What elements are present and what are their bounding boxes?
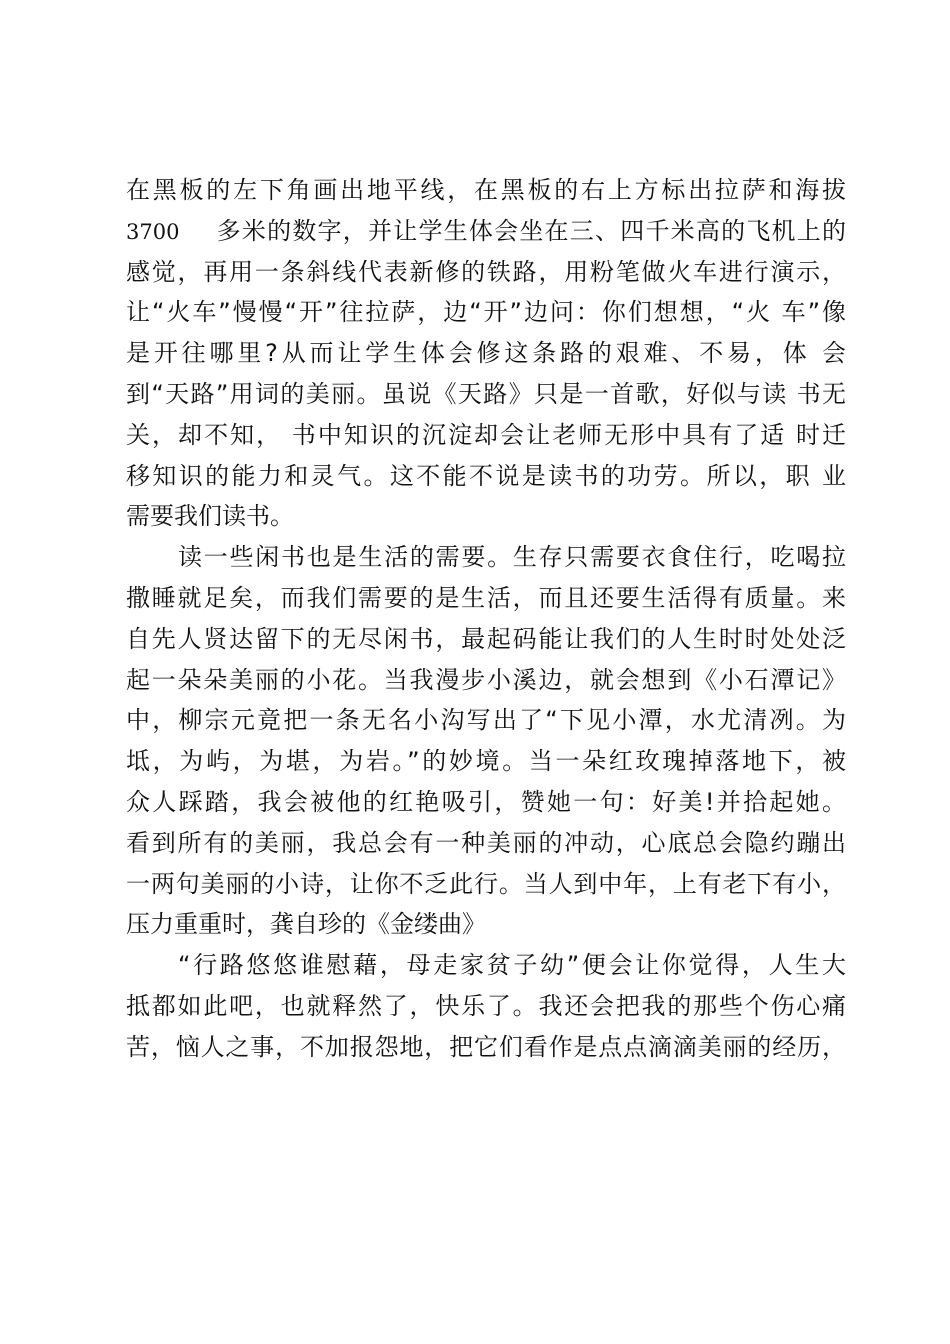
line-text: 中，柳宗元竟把一条无名小沟写出了“下见小潭，水尤清冽。为 (126, 706, 846, 735)
text-line (126, 660, 846, 701)
text-line (126, 496, 846, 537)
number-text: 3700 (126, 219, 180, 244)
text-line (126, 374, 846, 415)
text-line (126, 864, 846, 905)
line-text: 多米的数字，并让学生体会坐在三、四千米高的飞机上的 (215, 216, 846, 245)
text-line (126, 211, 846, 252)
line-text: 需要我们读书。 (126, 502, 294, 531)
line-text: 苦，恼人之事，不加报怨地，把它们看作是点点滴滴美丽的经历， (126, 1032, 846, 1061)
text-line (126, 986, 846, 1027)
line-text: 关，却不知， 书中知识的沉淀却会让老师无形中具有了适 时迁 (126, 420, 846, 449)
text-line (126, 578, 846, 619)
text-line (126, 333, 846, 374)
text-line (126, 619, 846, 660)
text-line (126, 252, 846, 293)
line-text: 在黑板的左下角画出地平线，在黑板的右上方标出拉萨和海拔 (126, 176, 846, 204)
line-text: 坻，为屿，为堪，为岩。”的妙境。当一朵红玫瑰掉落地下，被 (126, 747, 846, 776)
line-text: 到“天路”用词的美丽。虽说《天路》只是一首歌，好似与读 书无 (126, 379, 846, 408)
line-text: 看到所有的美丽，我总会有一种美丽的冲动，心底总会隐约蹦出 (126, 828, 846, 857)
line-text: 感觉，再用一条斜线代表新修的铁路，用粉笔做火车进行演示， (126, 257, 846, 286)
text-line (126, 292, 846, 333)
text-line (126, 537, 846, 578)
line-text: 众人踩踏，我会被他的红艳吸引，赞她一句：好美!并拾起她。 (126, 787, 846, 816)
line-text: 是开往哪里?从而让学生体会修这条路的艰难、不易，体 会 (126, 339, 846, 368)
line-text: “行路悠悠谁慰藉，母走家贫子幼”便会让你觉得，人生大 (178, 951, 846, 980)
line-text: 移知识的能力和灵气。这不能不说是读书的功劳。所以，职 业 (126, 461, 846, 490)
text-line (126, 1027, 846, 1068)
text-line (126, 782, 846, 823)
line-text: 一两句美丽的小诗，让你不乏此行。当人到中年，上有老下有小， (126, 869, 846, 898)
text-line (126, 415, 846, 456)
line-text: 自先人贤达留下的无尽闲书，最起码能让我们的人生时时处处泛 (126, 624, 846, 653)
text-line (126, 456, 846, 497)
text-line (126, 945, 846, 986)
line-text: 起一朵朵美丽的小花。当我漫步小溪边，就会想到《小石潭记》 (126, 665, 846, 694)
text-line (126, 904, 846, 945)
body-text (126, 170, 846, 1068)
line-text: 撒睡就足矣，而我们需要的是生活，而且还要生活得有质量。来 (126, 583, 846, 612)
line-text: 抵都如此吧，也就释然了，快乐了。我还会把我的那些个伤心痛 (126, 991, 846, 1020)
text-line (126, 741, 846, 782)
line-text: 让“火车”慢慢“开”往拉萨，边“开”边问：你们想想，“火 车”像 (126, 298, 846, 327)
line-text: 读一些闲书也是生活的需要。生存只需要衣食住行，吃喝拉 (178, 543, 846, 572)
line-text: 压力重重时，龚自珍的《金缕曲》 (126, 910, 486, 939)
text-line (126, 170, 846, 211)
text-line (126, 823, 846, 864)
text-line (126, 700, 846, 741)
